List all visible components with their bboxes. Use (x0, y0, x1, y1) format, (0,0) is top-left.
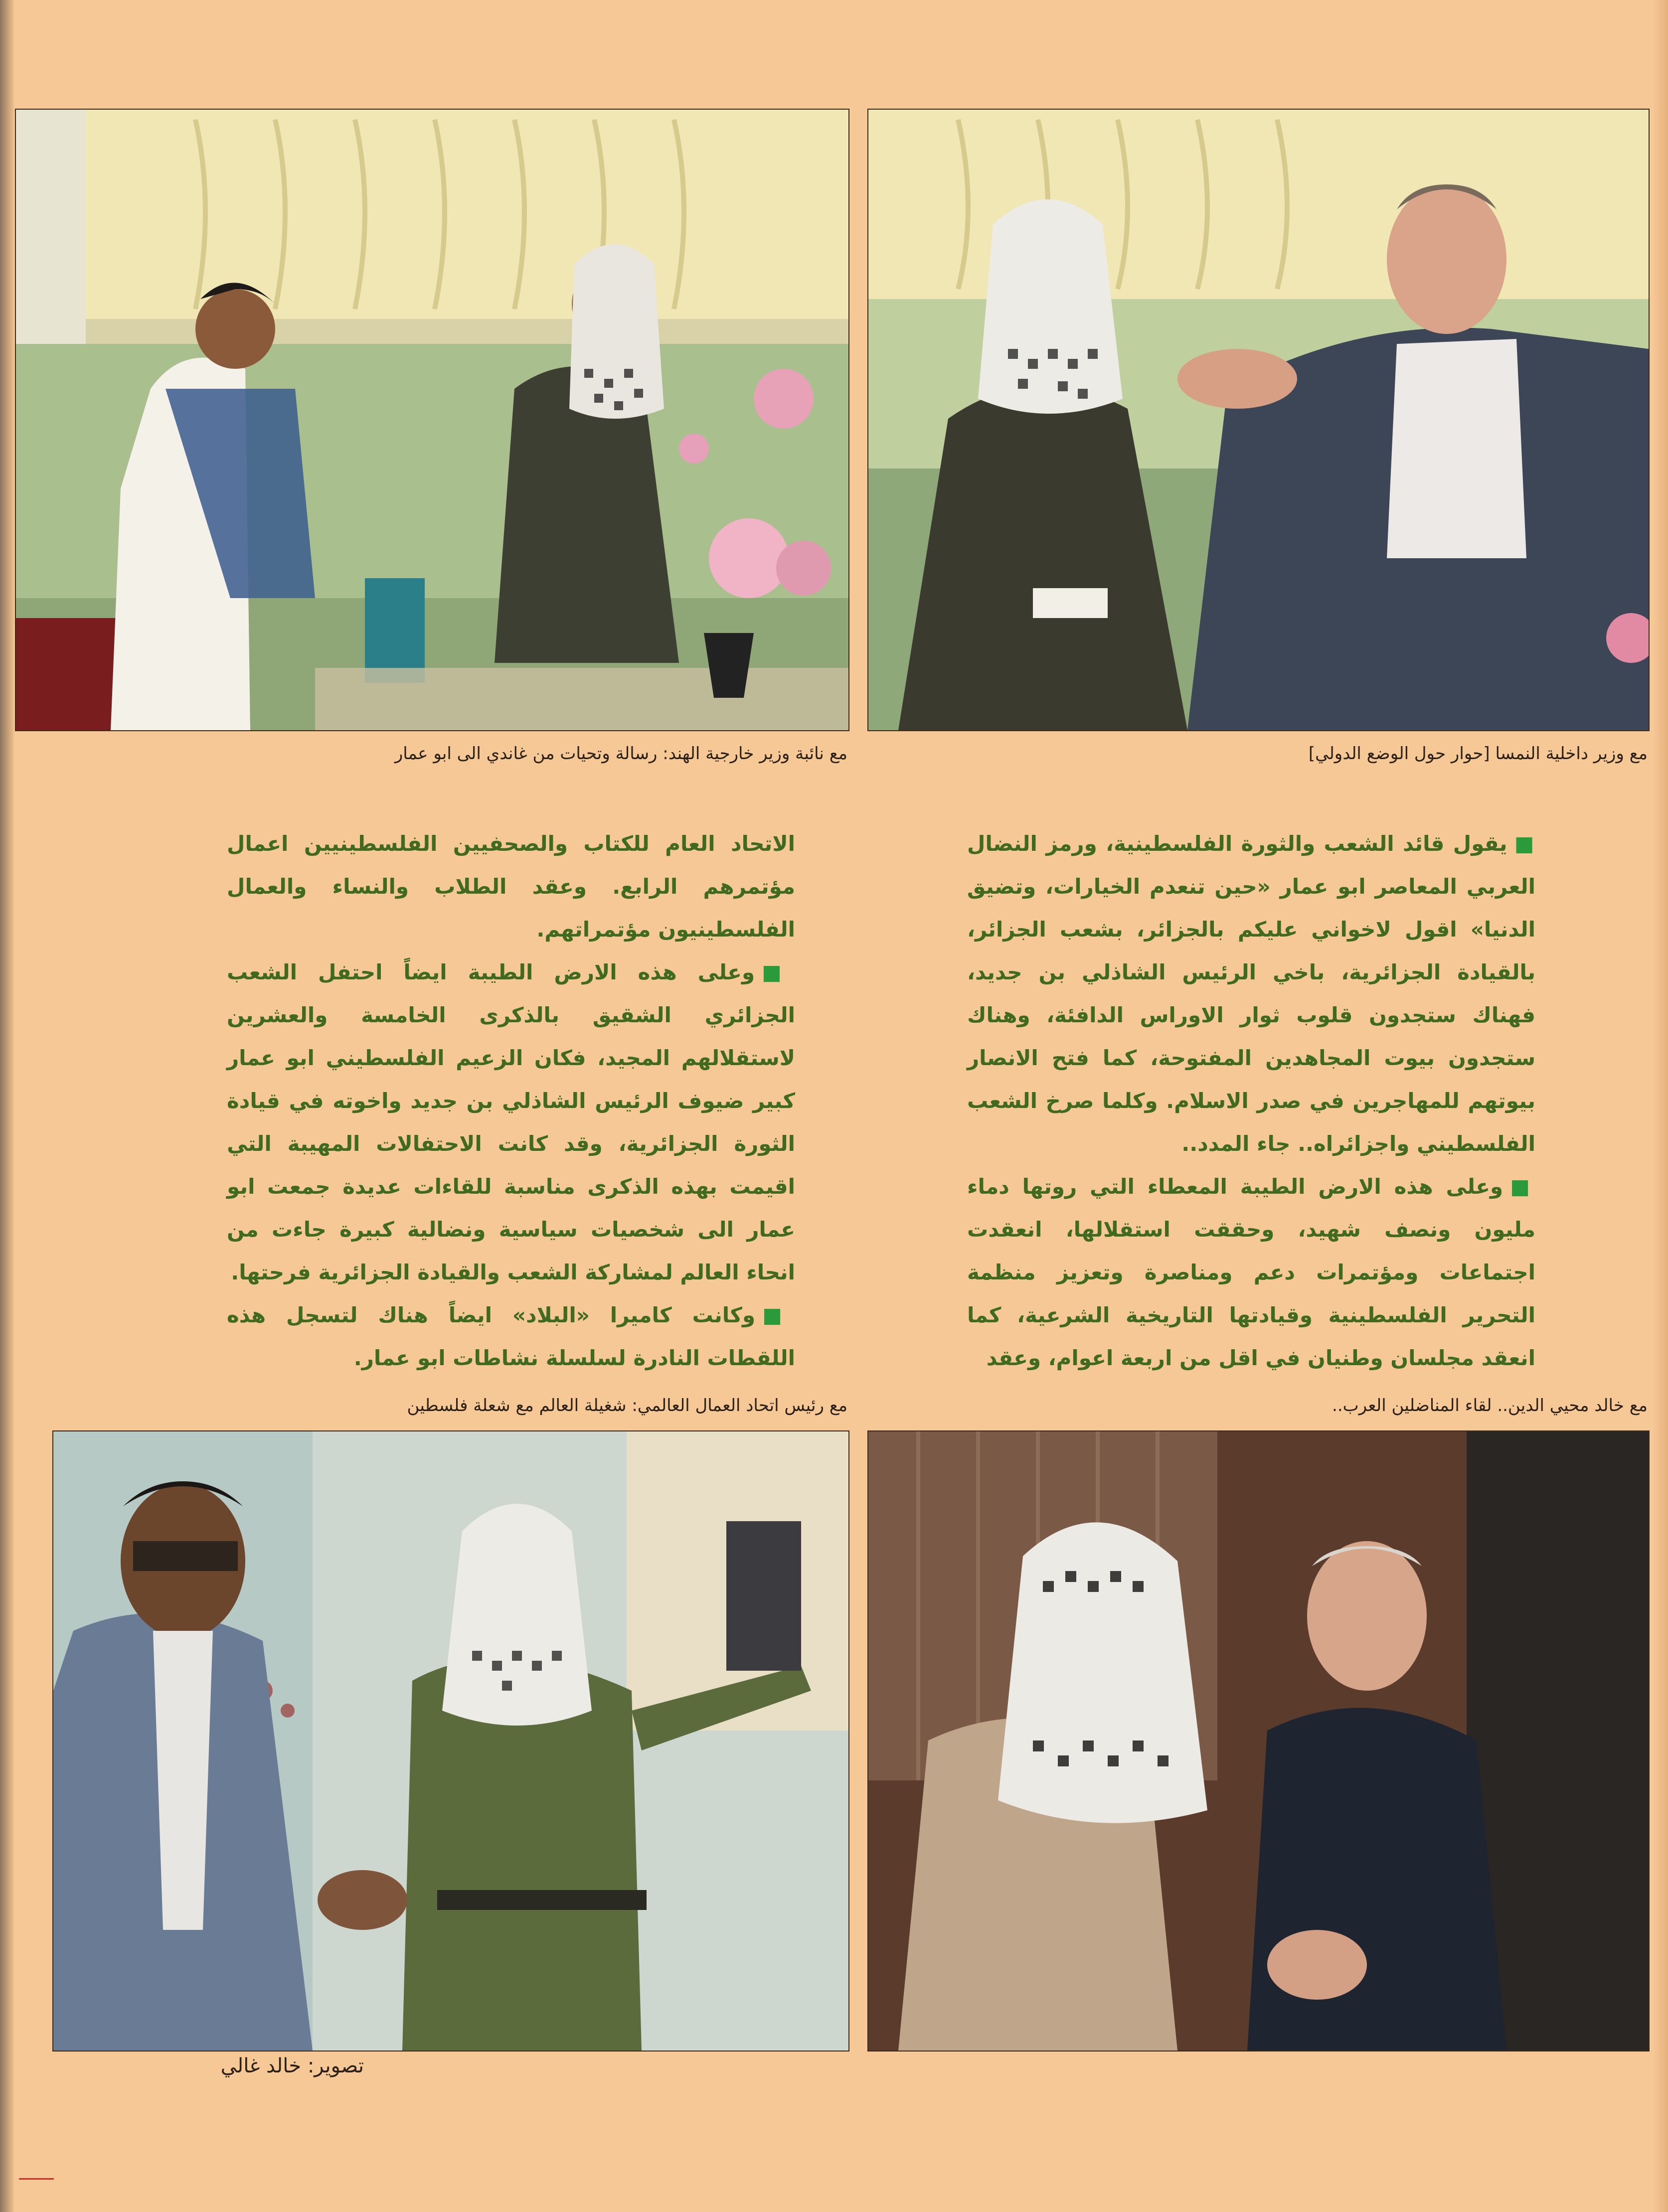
photo-credit: تصوير: خالد غالي (220, 2054, 364, 2077)
bullet-square-icon: ■ (1510, 1174, 1536, 1199)
bullet-square-icon: ■ (762, 1303, 796, 1327)
print-mark (19, 2178, 54, 2180)
article-left-paragraph-2: ■وعلى هذه الارض الطيبة ايضاً احتفل الشعب الجزائري الشقيق بالذكرى الخامسة والعشرين لاستقلالهم المجيد، فكان الزعيم الفلسطيني ابو عمار كبير ضيوف الرئيس الشاذلي بن جديد واخوته في قيادة الثورة الجزائرية، وقد كانت الاحتفالات المهيبة التي اقيمت بهذه الذكرى مناسبة للقاءات عديدة جمعت ابو عمار الى شخصيات سياسية ونضالية كبيرة جاءت من انحاء العالم لمشاركة الشعب والقيادة الجزائرية فرحتها. (227, 960, 795, 1284)
article-left-column (227, 822, 795, 1380)
article-left-paragraph-3: ■وكانت كاميرا «البلاد» ايضاً هناك لتسجل هذه اللقطات النادرة لسلسلة نشاطات ابو عمار. (227, 1303, 796, 1370)
photo-india-meeting (15, 109, 849, 731)
photo-khaled-mohieddin-meeting (867, 1430, 1650, 2052)
article-right-column (967, 822, 1535, 1380)
article-right-paragraph-2: ■وعلى هذه الارض الطيبة المعطاء التي روتها دماء مليون ونصف شهيد، وحققت استقلالها، انعقدت اجتماعات ومؤتمرات دعم ومناصرة وتعزيز منظمة التحرير الفلسطينية وقيادتها التاريخية الشرعية، كما انعقد مجلسان وطنيان في اقل من اربعة اعوام، وعقد (967, 1174, 1536, 1370)
caption-top-left: مع نائبة وزير خارجية الهند: رسالة وتحيات من غاندي الى ابو عمار (394, 744, 847, 764)
article-right-paragraph-1: ■يقول قائد الشعب والثورة الفلسطينية، ورمز النضال العربي المعاصر ابو عمار «حين تنعدم الخيارات، وتضيق الدنيا» اقول لاخواني عليكم بالجزائر، بشعب الجزائر، بالقيادة الجزائرية، باخي الرئيس الشاذلي بن جديد، فهناك ستجدون قلوب ثوار الاوراس الدافئة، وهناك ستجدون بيوت المجاهدين المفتوحة، كما فتح الانصار بيوتهم للمهاجرين في صدر الاسلام. وكلما صرخ الشعب الفلسطيني واجزائراه.. جاء المدد.. (967, 831, 1536, 1156)
bullet-square-icon: ■ (1514, 831, 1536, 856)
article-left-paragraph-1: الاتحاد العام للكتاب والصحفيين الفلسطينيين اعمال مؤتمرهم الرابع. وعقد الطلاب والنساء والعمال الفلسطينيون مؤتمراتهم. (227, 831, 795, 942)
caption-bottom-right: مع خالد محيي الدين.. لقاء المناضلين العرب.. (1332, 1396, 1648, 1416)
caption-top-right: مع وزير داخلية النمسا [حوار حول الوضع الدولي] (1308, 744, 1648, 764)
photo-austria-meeting (867, 109, 1650, 731)
page-spine (0, 0, 14, 2212)
page-edge (1653, 0, 1668, 2212)
caption-bottom-left: مع رئيس اتحاد العمال العالمي: شغيلة العالم مع شعلة فلسطين (407, 1396, 847, 1416)
bullet-square-icon: ■ (762, 960, 795, 984)
photo-wftu-meeting (52, 1430, 849, 2052)
